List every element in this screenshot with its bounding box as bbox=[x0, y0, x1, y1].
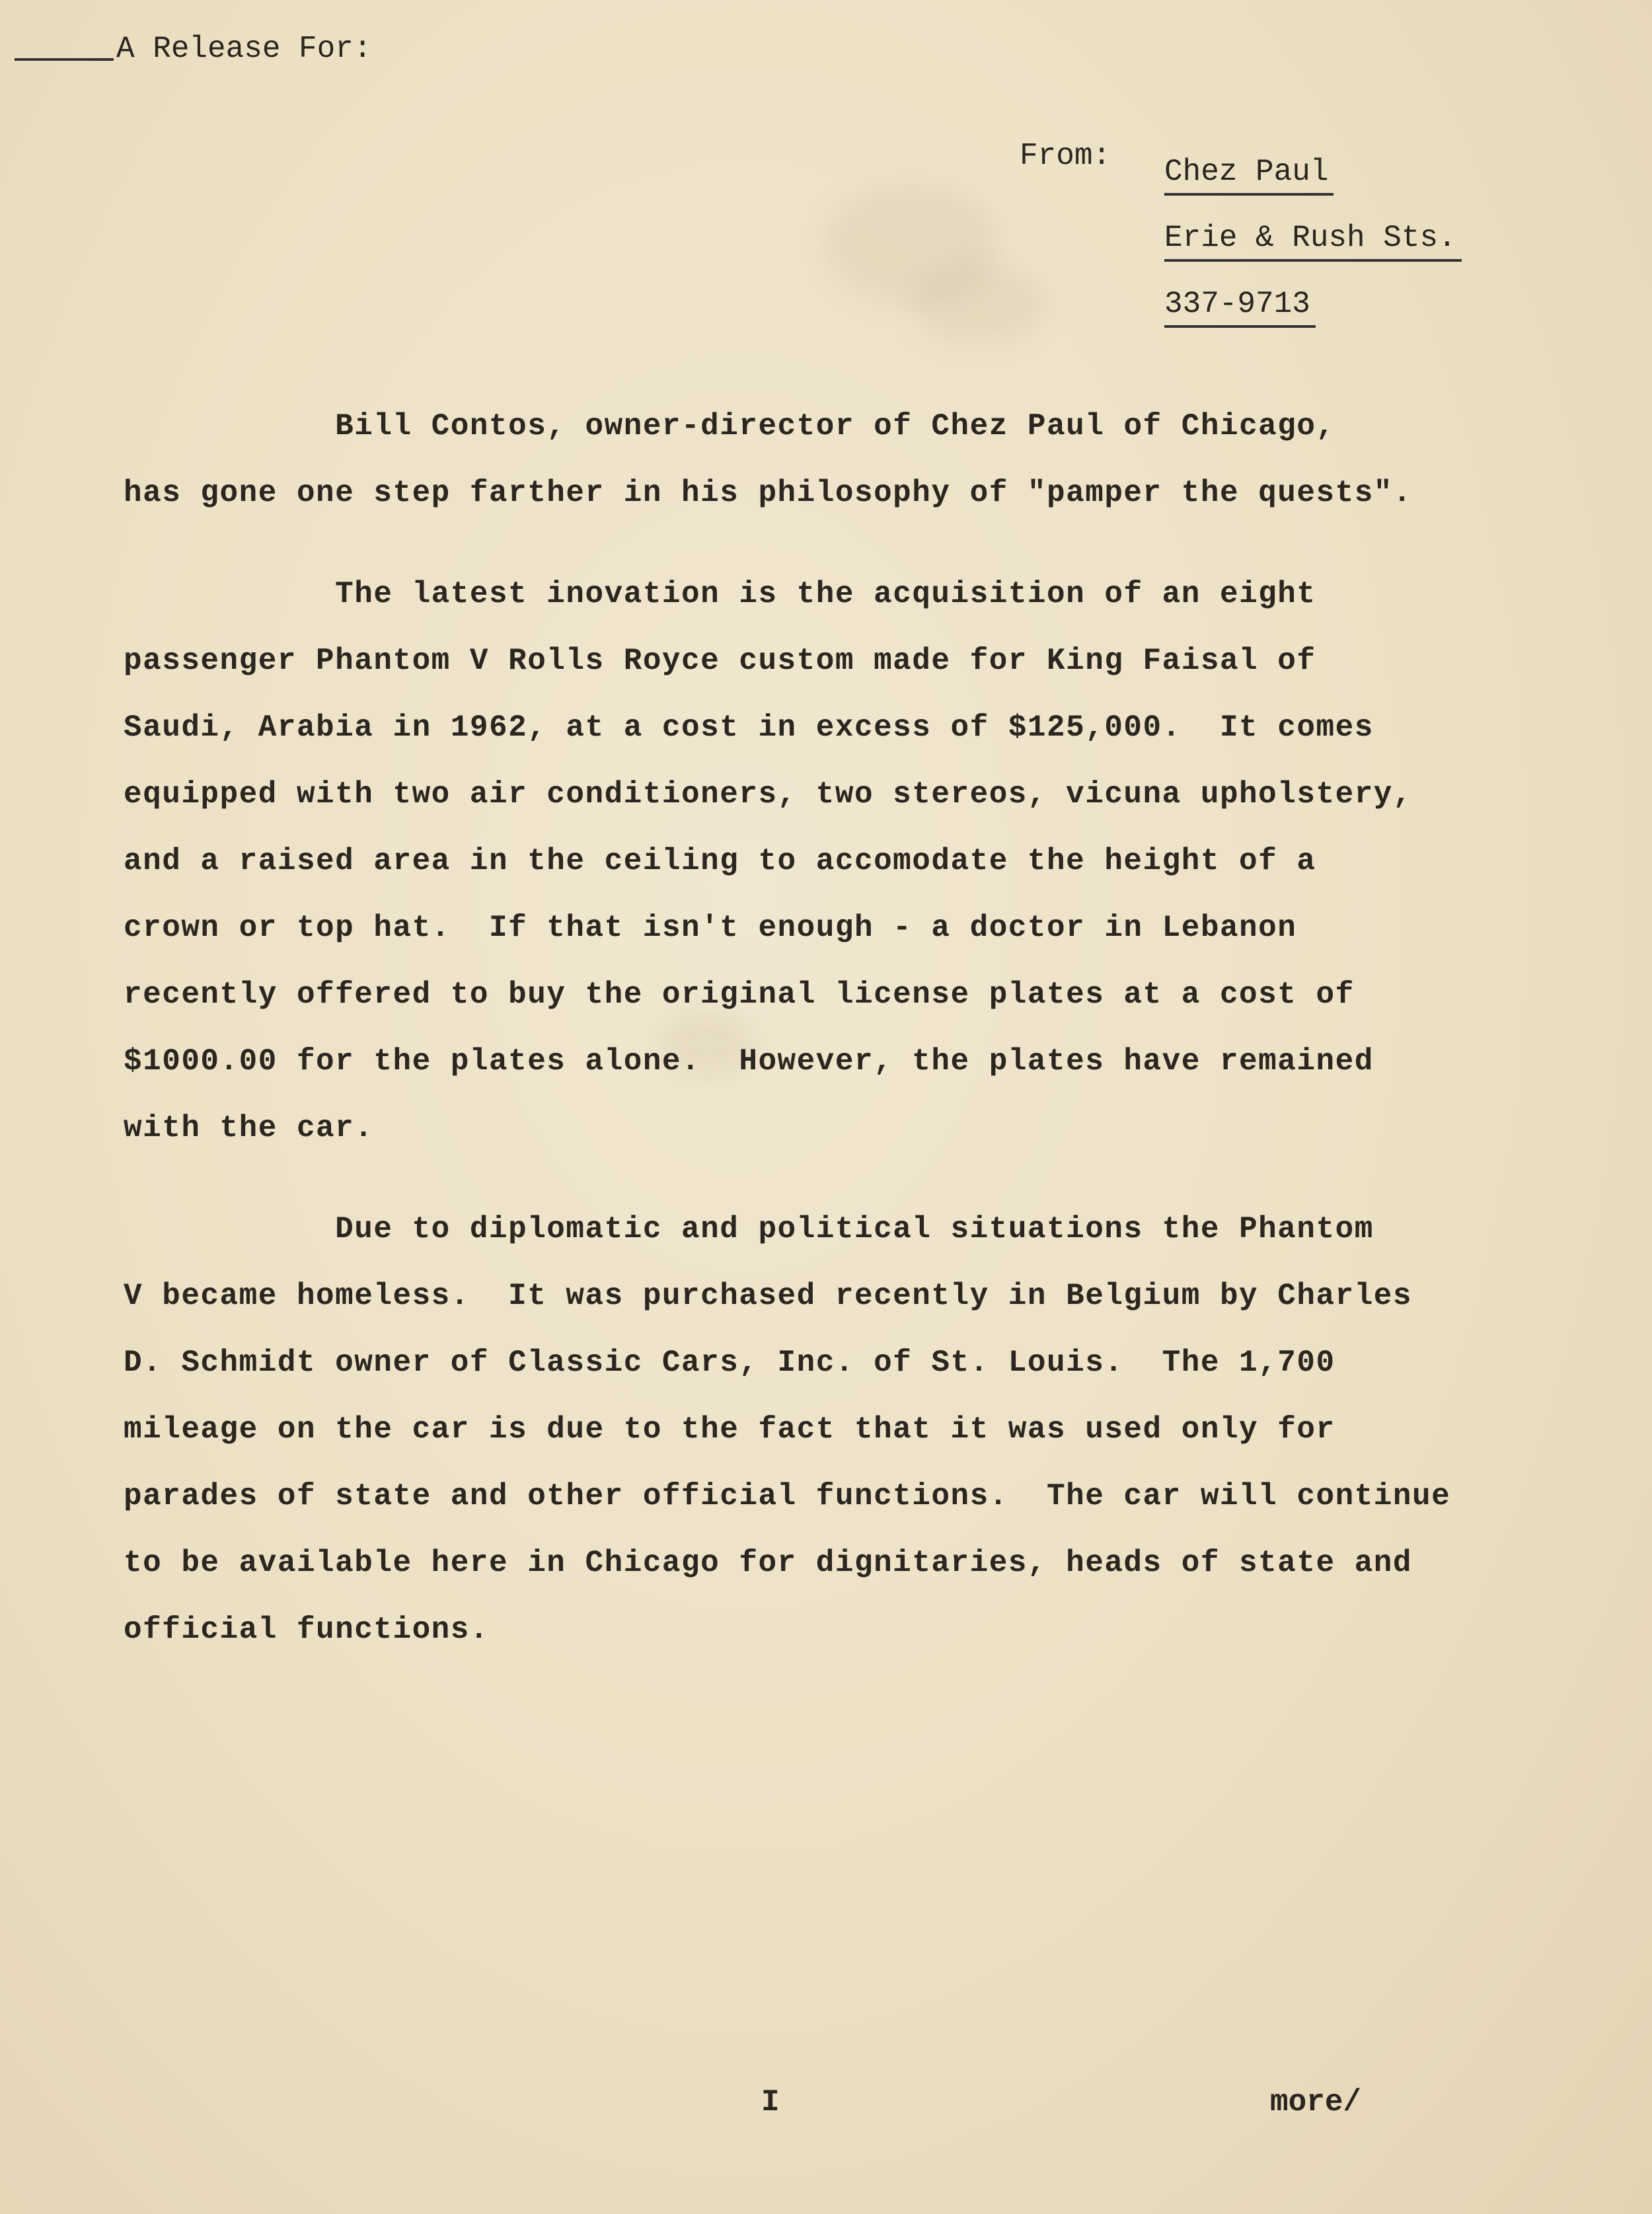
release-label: A Release For: bbox=[116, 32, 372, 66]
paper-stain bbox=[912, 264, 1044, 344]
continued-marker: more/ bbox=[1270, 2085, 1362, 2119]
page-number: I bbox=[761, 2085, 780, 2119]
release-blank-rule bbox=[15, 58, 114, 61]
paragraph-innovation: The latest inovation is the acquisition of an eight passenger Phantom V Rolls Royce custom made for King Faisal of Saudi, Arabia in 1962, at a cost in excess of $125,000. It comes equipped with two air conditioners, two stereos, vicuna upholstery, and a raised area in the ceiling to accomodate the height of a crown or top hat. If that isn't enough - a doctor in Lebanon recently offered to buy the original license plates at a cost of $1000.00 for the plates alone. However, the plates have remained with the car. bbox=[124, 577, 1413, 1145]
press-release-body bbox=[124, 393, 1564, 1698]
release-header bbox=[15, 32, 371, 66]
paragraph-intro: Bill Contos, owner-director of Chez Paul of Chicago, has gone one step farther in his philosophy of "pamper the quests". bbox=[124, 409, 1413, 510]
from-address: Erie & Rush Sts. bbox=[1164, 221, 1462, 262]
from-block bbox=[1164, 139, 1462, 337]
from-phone: 337-9713 bbox=[1164, 287, 1316, 328]
from-name: Chez Paul bbox=[1164, 155, 1333, 196]
paragraph-history: Due to diplomatic and political situations the Phantom V became homeless. It was purchased recently in Belgium by Charles D. Schmidt owner of Classic Cars, Inc. of St. Louis. The 1,700 mileage on the car is due to the fact that it was used only for parades of state and other official functions. The car will continue to be available here in Chicago for dignitaries, heads of state and official functions. bbox=[124, 1212, 1451, 1647]
from-label: From: bbox=[1020, 139, 1111, 173]
